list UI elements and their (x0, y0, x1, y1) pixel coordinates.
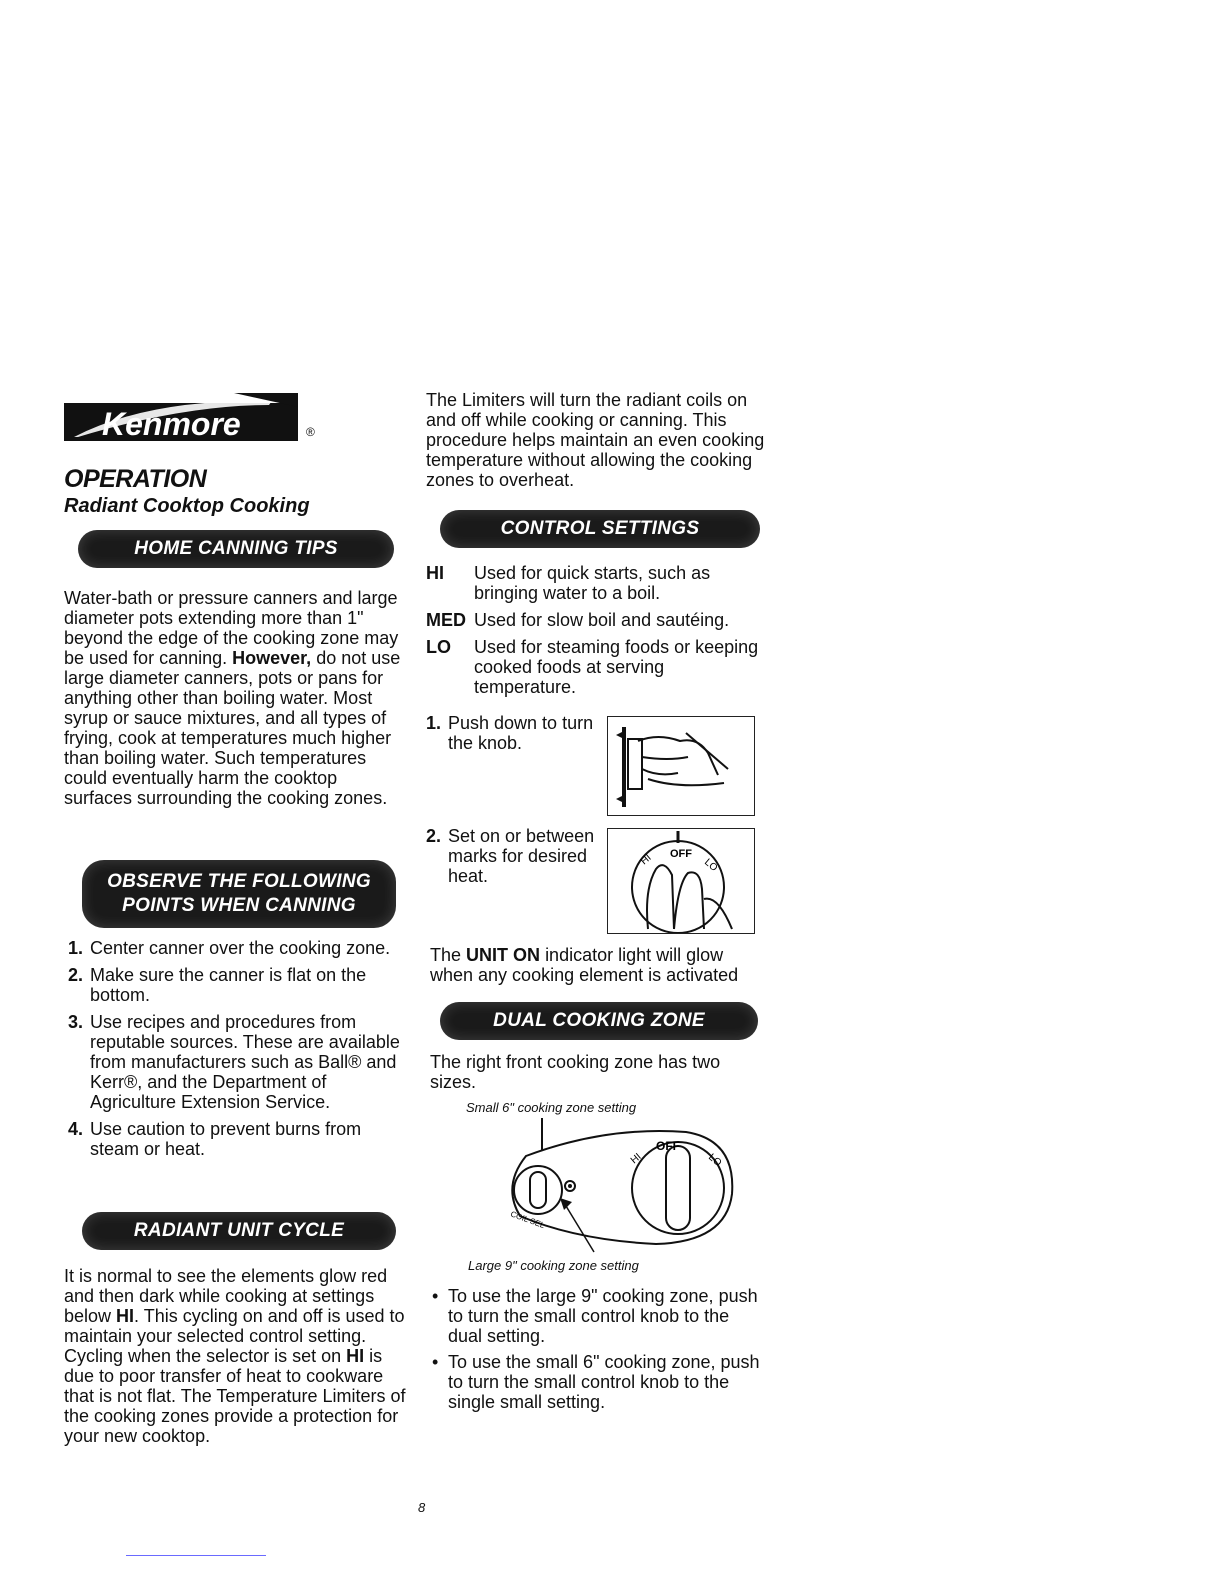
setting-hi: HI Used for quick starts, such as bringing water to a boil. (426, 563, 711, 603)
observe-heading-line1: OBSERVE THE FOLLOWING (107, 871, 371, 892)
svg-text:COIL SEL: COIL SEL (509, 1209, 546, 1231)
svg-text:LO: LO (706, 1151, 724, 1169)
list-item: 1. Center canner over the cooking zone. (68, 938, 391, 958)
home-canning-tips-heading: HOME CANNING TIPS (78, 530, 394, 568)
dual-cooking-zone-heading: DUAL COOKING ZONE (440, 1002, 758, 1040)
dual-zone-illustration (496, 1116, 746, 1256)
limiters-paragraph: The Limiters will turn the radiant coils on and off while cooking or canning. This procedure helps maintain an even cooking temperature without allowing the cooking zones to overheat. (426, 390, 765, 490)
canning-points-list (68, 938, 408, 1159)
control-settings-heading: CONTROL SETTINGS (440, 510, 760, 548)
svg-text:OFF: OFF (656, 1139, 680, 1153)
brand-name: Kenmore (102, 406, 241, 441)
push-knob-illustration (607, 716, 755, 816)
svg-text:LO: LO (702, 856, 720, 874)
observe-heading-line2: POINTS WHEN CANNING (122, 895, 356, 916)
step-push-down: 1. Push down to turn the knob. (426, 713, 594, 753)
radiant-unit-cycle-heading: RADIANT UNIT CYCLE (82, 1212, 396, 1250)
step-set-heat: 2. Set on or between marks for desired heat. (426, 826, 595, 886)
setting-lo: LO Used for steaming foods or keeping cooked foods at serving temperature. (426, 637, 759, 697)
list-item: • To use the large 9" cooking zone, push to turn the small control knob to the dual setting. (432, 1286, 758, 1346)
kenmore-logo (64, 393, 298, 441)
page-number: 8 (418, 1500, 426, 1515)
dual-zone-instructions (432, 1286, 764, 1418)
observe-points-heading (82, 860, 396, 928)
footer-rule (126, 1555, 266, 1556)
small-zone-caption: Small 6" cooking zone setting (466, 1100, 637, 1115)
list-item: 2. Make sure the canner is flat on the bottom. (68, 965, 367, 1005)
list-item: 4. Use caution to prevent burns from steam or heat. (68, 1119, 362, 1159)
section-title: OPERATION (64, 465, 207, 493)
knob-setting-illustration (607, 828, 755, 934)
large-zone-caption: Large 9" cooking zone setting (468, 1258, 639, 1273)
registered-mark: ® (306, 425, 315, 439)
list-item: • To use the small 6" cooking zone, push to turn the small control knob to the single small setting. (432, 1352, 760, 1412)
radiant-cycle-paragraph: It is normal to see the elements glow red and then dark while cooking at settings below HI. This cycling on and off is used to maintain your selected control setting. Cycling when the selector is set on HI is due to poor transfer of heat to cookware that is not flat. The Temperature Limiters of the cooking zones provide a protection for your new cooktop. (64, 1266, 406, 1446)
control-settings-definitions (426, 563, 766, 704)
svg-text:HI: HI (628, 1151, 644, 1167)
canning-tips-paragraph: Water-bath or pressure canners and large diameter pots extending more than 1" beyond the edge of the cooking zone may be used for canning. However, do not use large diameter canners, pots or pans for anything other than boiling water. Most syrup or sauce mixtures, and all types of frying, cook at temperatures much higher than boiling water. Such temperatures could eventually harm the cooktop surfaces surrounding the cooking zones. (64, 588, 401, 808)
svg-text:OFF: OFF (670, 848, 692, 860)
section-subtitle: Radiant Cooktop Cooking (64, 495, 310, 517)
svg-text:HI: HI (638, 852, 654, 868)
dual-zone-paragraph: The right front cooking zone has two sizes. (430, 1052, 721, 1092)
list-item: 3. Use recipes and procedures from reputable sources. These are available from manufacturers such as Ball® and Kerr®, and the Department of Agriculture Extension Service. (68, 1012, 400, 1112)
setting-med: MED Used for slow boil and sautéing. (426, 610, 730, 630)
unit-on-paragraph: The UNIT ON indicator light will glow when any cooking element is activated (430, 945, 739, 985)
